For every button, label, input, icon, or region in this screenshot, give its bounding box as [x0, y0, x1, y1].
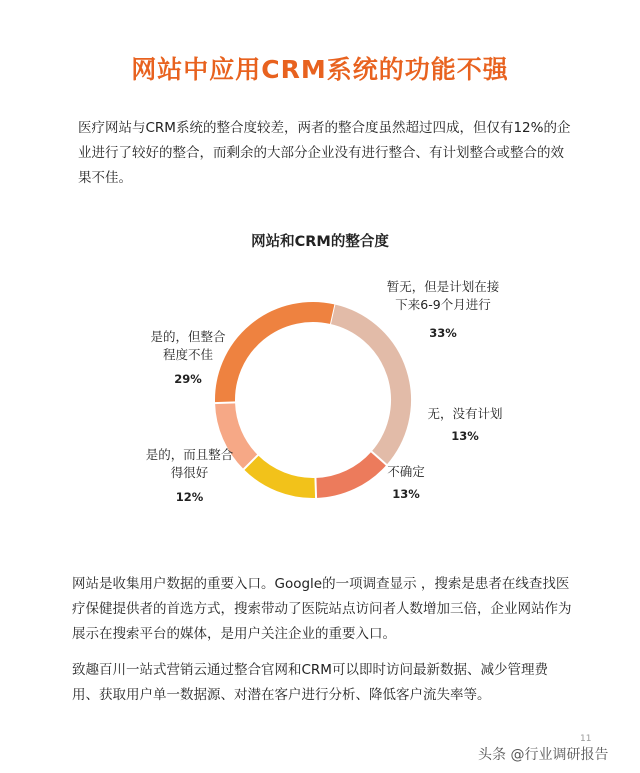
slice-value-unsure: 13% [392, 487, 420, 501]
slice-value-integrated-poor: 29% [174, 372, 202, 386]
slice-label-integrated-well: 是的，而且整合 得很好 12% [132, 446, 247, 506]
watermark: 头条 @行业调研报告 [478, 747, 609, 763]
chart-title: 网站和CRM的整合度 [251, 234, 389, 250]
donut-separator [315, 477, 316, 499]
donut-slice-integrated-poor [225, 312, 332, 403]
slice-label-no-plan: 无，没有计划 13% [410, 405, 520, 445]
slice-label-unsure: 不确定 13% [376, 463, 436, 503]
donut-slice-unsure [251, 462, 316, 488]
page-title: 网站中应用CRM系统的功能不强 [131, 55, 509, 84]
donut-slice-no-plan [316, 458, 379, 488]
intro-paragraph: 医疗网站与CRM系统的整合度较差，两者的整合度虽然超过四成，但仅有12%的企业进行了较好的整合，而剩余的大部分企业没有进行整合、有计划整合或整合的效果不佳。 [78, 120, 571, 186]
slice-label-integrated-poor: 是的，但整合 程度不佳 29% [138, 328, 238, 388]
body-paragraph-crm: 致趣百川一站式营销云通过整合官网和CRM可以即时访问最新数据、减少管理费用、获取用户单一数据源、对潜在客户进行分析、降低客户流失率等。 [72, 662, 548, 703]
page-number: 11 [580, 734, 592, 744]
slice-label-planned: 暂无，但是计划在接 下来6-9个月进行 33% [368, 278, 518, 342]
slice-value-no-plan: 13% [451, 429, 479, 443]
donut-separator [214, 402, 236, 403]
slice-value-planned: 33% [429, 326, 457, 340]
slice-value-integrated-well: 12% [175, 490, 204, 504]
body-paragraph-website: 网站是收集用户数据的重要入口。Google的一项调查显示 ，搜索是患者在线查找医疗保健提供者的首选方式，搜索带动了医院站点访问者人数增加三倍，企业网站作为展示在搜索平台的媒体，是用户关注企业的重要入口。 [72, 576, 572, 642]
